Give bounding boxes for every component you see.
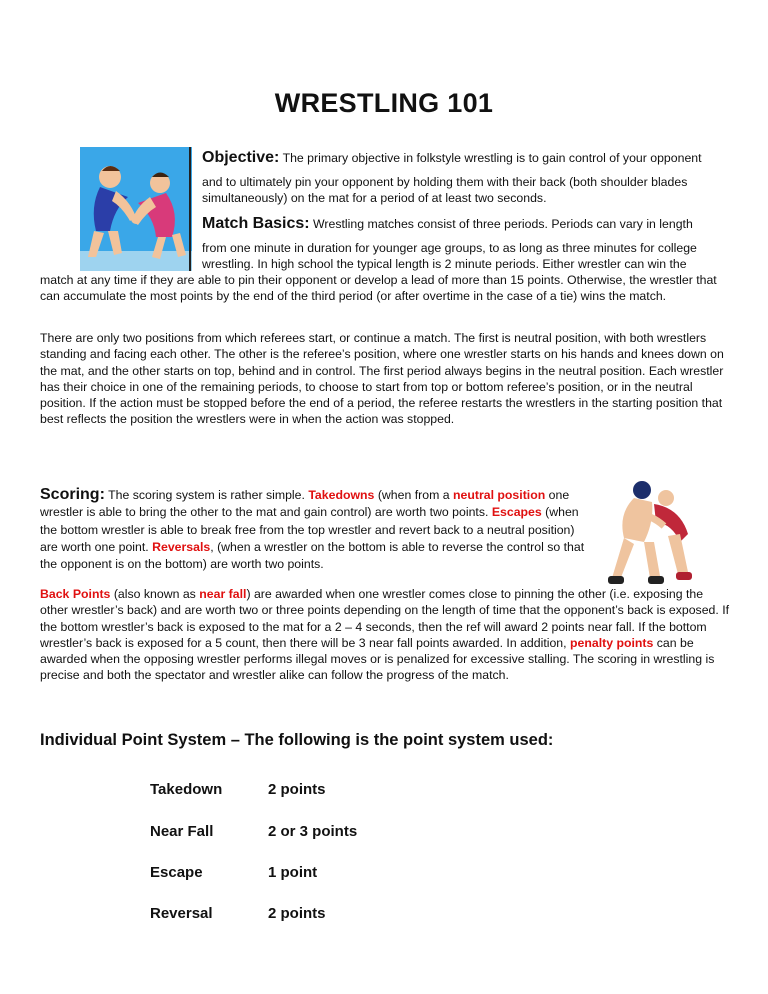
point-system-heading: Individual Point System – The following is the point system used: bbox=[40, 731, 554, 749]
reversals-term: Reversals bbox=[152, 539, 211, 554]
wrestlers-takedown-illustration bbox=[596, 476, 702, 588]
scoring-text-4: (when the bottom wrestler is able to break free from the top wrestler and revert back to a neutral position) are worth one point. bbox=[40, 505, 579, 554]
match-basics-paragraph-start bbox=[202, 216, 727, 232]
back-points-paragraph bbox=[40, 586, 732, 684]
match-basics-text-full: match at any time if they are able to pin their opponent or develop a lead of more than 15 points. Otherwise, the wrestler that can accumulate the most points by the end of the third period (or after overtime in the case of a tie) wins the match. bbox=[40, 273, 717, 304]
point-row-escape bbox=[150, 864, 317, 881]
scoring-text-1: The scoring system is rather simple. bbox=[108, 488, 305, 502]
positions-paragraph: There are only two positions from which referees start, or continue a match. The first is neutral position, with both wrestlers standing and facing each other. The other is the referee’s position, where one wrestler starts on his hands and knees down on the mat, and the other starts on top, behind and in control. The first period always begins in the neutral position. Each wrestler has their choice in one of the remaining periods, to choose to start from top or bottom referee’s position, or in the neutral position. If the action must be stopped before the end of a period, the referee restarts the wrestlers in the starting position that best reflects the position the wrestlers were in when the action was stopped. bbox=[40, 331, 724, 427]
point-row-value: 2 points bbox=[268, 905, 326, 922]
objective-paragraph bbox=[202, 150, 727, 166]
scoring-paragraph bbox=[40, 486, 588, 573]
match-basics-text-line1: Wrestling matches consist of three periods. Periods can vary in length bbox=[313, 217, 693, 231]
takedowns-term: Takedowns bbox=[308, 488, 375, 502]
objective-text-line1: The primary objective in folkstyle wrestling is to gain control of your opponent bbox=[282, 151, 702, 165]
objective-text-rest: and to ultimately pin your opponent by holding them with their back (both shoulder blades simultaneously) on the mat for a period of at least two seconds. bbox=[202, 175, 688, 206]
wrestlers-neutral-stance-illustration bbox=[80, 147, 192, 271]
point-row-value: 2 or 3 points bbox=[268, 823, 358, 840]
objective-heading: Objective: bbox=[202, 149, 280, 166]
penalty-points-term: penalty points bbox=[570, 635, 654, 650]
scoring-text-3: one wrestler is able to bring the other to the mat and gain control) are worth two points. bbox=[40, 488, 570, 520]
scoring-text-2: (when from a bbox=[377, 488, 450, 502]
near-fall-term: near fall bbox=[199, 587, 247, 601]
back-points-text-3: can be awarded when the opposing wrestler performs illegal moves or is penalized for excessive stalling. The scoring in wrestling is precise and both the spectator and wrestler alike can follow the progress of the match. bbox=[40, 635, 715, 683]
scoring-text-5: , (when a wrestler on the bottom is able to reverse the control so that the opponent is on the bottom) are worth two points. bbox=[40, 539, 585, 572]
match-basics-text-indent: from one minute in duration for younger age groups, to as long as three minutes for college wrestling. In high school the typical length is 2 minute periods. Either wrestler can win the bbox=[202, 241, 697, 272]
escapes-term: Escapes bbox=[491, 505, 542, 520]
neutral-position-term: neutral position bbox=[453, 488, 546, 502]
point-row-value: 2 points bbox=[268, 781, 326, 798]
point-row-name: Takedown bbox=[150, 781, 223, 798]
point-row-name: Near Fall bbox=[150, 823, 214, 840]
page-title: WRESTLING 101 bbox=[274, 88, 494, 118]
point-row-takedown bbox=[150, 781, 326, 798]
scoring-heading: Scoring: bbox=[40, 486, 105, 503]
point-row-reversal bbox=[150, 905, 326, 922]
point-row-name: Escape bbox=[150, 864, 203, 881]
back-points-text-1: (also known as bbox=[113, 587, 196, 601]
match-basics-heading: Match Basics: bbox=[202, 215, 310, 232]
back-points-text-2: ) are awarded when one wrestler comes close to pinning the other (i.e. exposing the other wrestler’s back) and are worth two or three points depending on the length of time that the opponent’s back is exposed. If the bottom wrestler’s back is exposed to the mat for a 2 – 4 seconds, then the ref will award 2 points near fall. If the bottom wrestler’s back is exposed for a 5 count, then there will be 3 near fall points awarded. In addition, bbox=[40, 587, 730, 650]
point-row-value: 1 point bbox=[268, 864, 318, 881]
point-row-name: Reversal bbox=[150, 905, 213, 922]
back-points-term: Back Points bbox=[40, 587, 111, 601]
point-row-near-fall bbox=[150, 823, 357, 840]
